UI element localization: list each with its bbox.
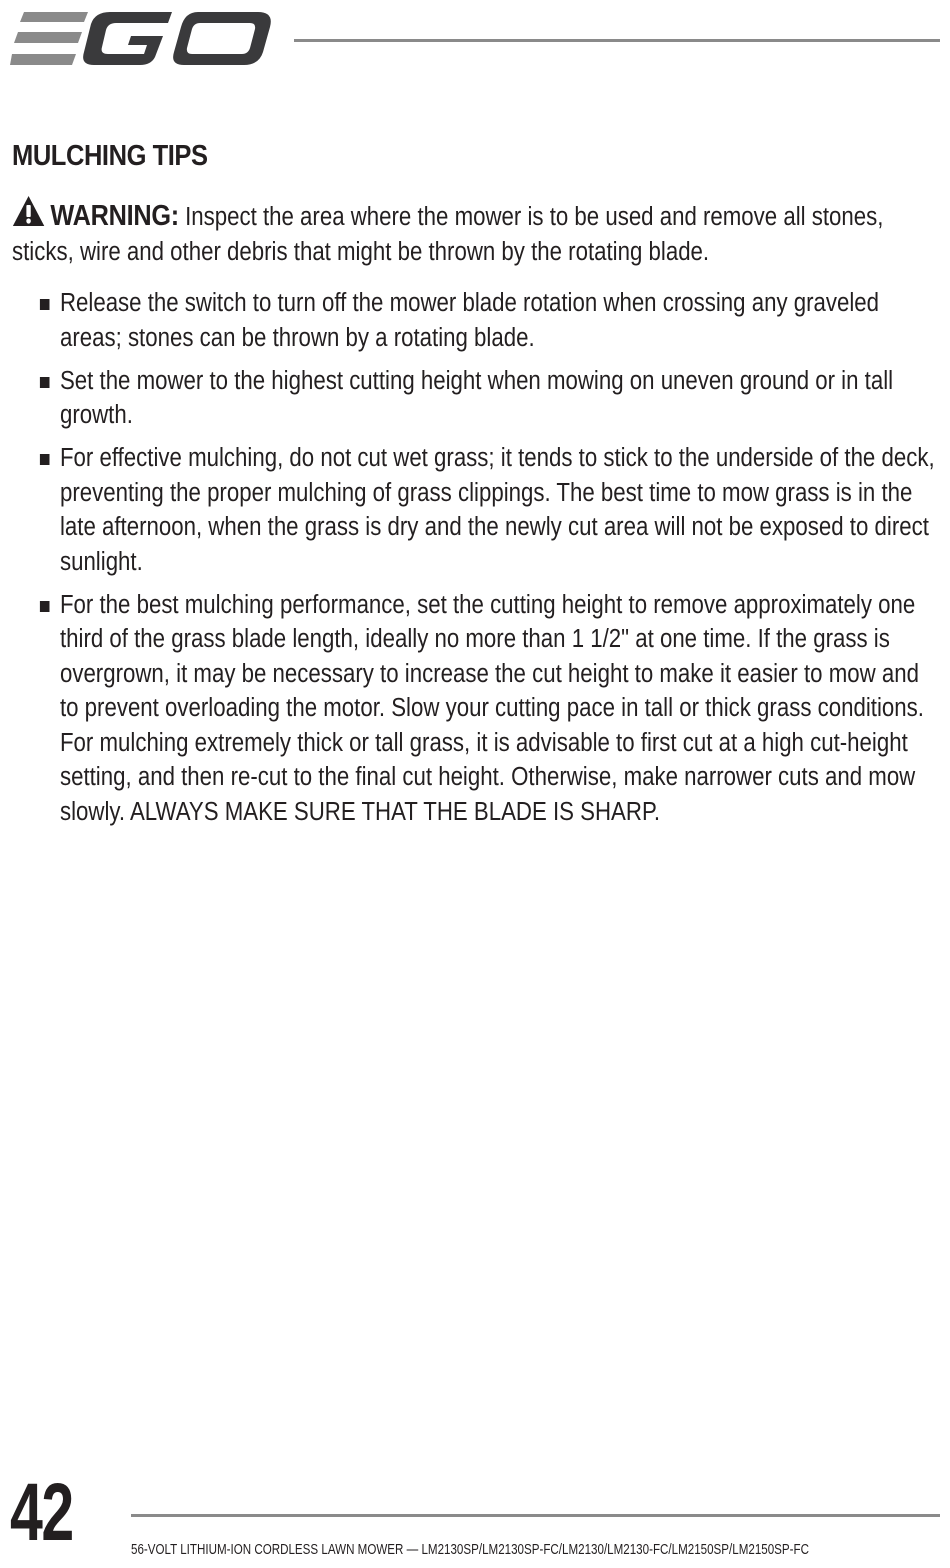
list-item <box>60 588 936 830</box>
list-item <box>60 286 936 355</box>
list-item <box>60 364 936 433</box>
list-item-text: For effective mulching, do not cut wet grass; it tends to stick to the underside of the deck, preventing the proper mulching of grass clippings. The best time to mow grass is in the late afternoon, when the grass is dry and the newly cut area will not be exposed to direct sunlight. <box>59 444 935 576</box>
footer-divider <box>131 1514 940 1517</box>
list-item-text: Set the mower to the highest cutting height when mowing on uneven ground or in tall growth. <box>59 366 894 429</box>
ego-logo <box>10 10 272 70</box>
warning-paragraph <box>12 195 936 269</box>
warning-triangle-icon <box>12 195 45 227</box>
square-bullet-icon <box>40 299 50 310</box>
tips-list <box>12 286 936 829</box>
section-title: MULCHING TIPS <box>12 140 208 172</box>
square-bullet-icon <box>40 454 50 465</box>
page-header <box>0 0 950 80</box>
list-item <box>60 441 936 579</box>
warning-text: Inspect the area where the mower is to be used and remove all stones, sticks, wire and other debris that might be thrown by the rotating blade. <box>12 203 884 266</box>
square-bullet-icon <box>40 377 50 388</box>
section-body <box>12 195 936 838</box>
warning-label: WARNING: <box>50 200 179 232</box>
list-item-text: For the best mulching performance, set the cutting height to remove approximately one third of the grass blade length, ideally no more than 1 1/2" at one time. If the grass is overgrown, it may be necessary to increase the cut height to make it easier to mow and to prevent overloading the motor. Slow your cutting pace in tall or thick grass conditions. For mulching extremely thick or tall grass, it is advisable to first cut at a high cut-height setting, and then re-cut to the final cut height. Otherwise, make narrower cuts and mow slowly. ALWAYS MAKE SURE THAT THE BLADE IS SHARP. <box>59 590 924 826</box>
footer-product-line: 56-VOLT LITHIUM-ION CORDLESS LAWN MOWER — LM2130SP/LM2130SP-FC/LM2130/LM2130-FC/LM2150SP/LM2150SP-FC <box>131 1542 809 1558</box>
square-bullet-icon <box>40 601 50 612</box>
list-item-text: Release the switch to turn off the mower blade rotation when crossing any graveled areas; stones can be thrown by a rotating blade. <box>59 289 880 352</box>
header-divider <box>294 39 940 42</box>
page-number: 42 <box>10 1467 73 1558</box>
